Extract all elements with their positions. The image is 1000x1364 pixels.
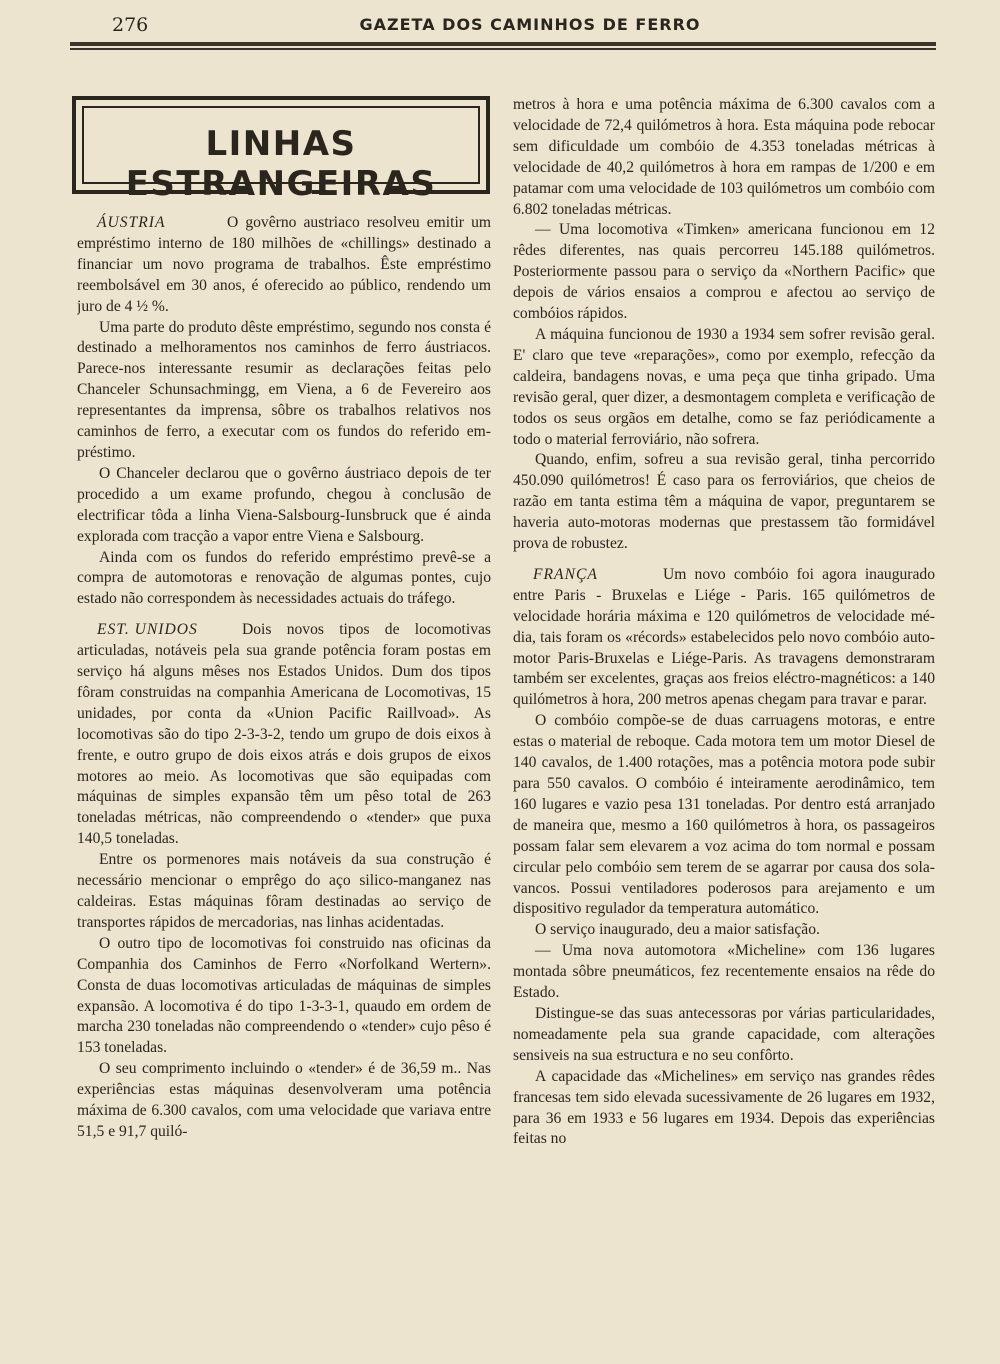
paragraph: A máquina funcionou de 1930 a 1934 sem sofrer revisão geral. E' claro que teve «reparações», como por exemplo, refecção da caldeira, bandagens novas, e uma peça que tinha gripado. Uma revisão geral, quer dizer, a desmontagem completa e verificação de todos os seus orgãos em detalhe, como se faz periódicamente a todo o material ferroviário, não sofrera. (513, 325, 935, 448)
paragraph: O seu comprimento incluindo o «tender» é de 36,59 m.. Nas experiências estas máquinas desenvolveram uma potência máxima de 6.300 cavalos, com uma velocidade que variava entre 51,5 e 91,7 quiló- (77, 1060, 491, 1140)
paragraph: — Uma locomotiva «Timken» americana funcionou em 12 rêdes diferentes, nas quais percorreu 145.188 quilómetros. Posteriormente passou para o serviço da «Northern Pacific» que depois de vários ensaios a comprou e afectou ao serviço de combóios rápidos. (513, 221, 935, 323)
section-title-frame (72, 96, 490, 204)
paragraph: O govêrno austriaco resolveu emitir um empréstimo interno de 180 milhões de «chillings» destinado a financiar um novo programa de trabalhos. Êste empréstimo reembolsável em 30 anos, é oferecido ao público, rendendo um juro de 4 ½ %. (77, 214, 491, 315)
paragraph: Quando, enfim, sofreu a sua revisão geral, tinha percorrido 450.090 quilómetros! É caso para os ferroviários, que cheios de razão em tanta estima têm a máquina de vapor, preguntarem se haveria auto-motoras modernas que prestassem tão formidável prova de robustez. (513, 451, 935, 553)
paragraph: Um novo combóio foi agora inaugurado entre Paris - Bruxelas e Liége - Paris. 165 quilómetros de velocidade horária máxima e 120 quilómetros de velocidade média, tais foram os «récords» estabelecidos pelo novo combóio auto-motor Paris-Bruxelas e Liége-Paris. As travagens demonstraram também ser excelentes, graças aos freios eléctro-magnéticos: a 140 quilómetros à hora, 200 metros apenas chegam para travar e parar. (513, 565, 935, 709)
paragraph: Ainda com os fundos do referido empréstimo prevê-se a compra de automotoras e renovação de algumas pontes, cujo estado não correspondem às necessidades actuais do tráfego. (77, 548, 491, 608)
page-header (70, 10, 936, 50)
header-rule (70, 42, 936, 46)
paragraph: O Chanceler declarou que o govêrno áustriaco depois de ter procedido a um exame profundo, chegou à conclusão de electrificar tôda a linha Viena-Salsbourg-Iunsbruck que é ainda explorada com tracção a vapor entre Viena e Salsbourg. (77, 464, 491, 545)
paragraph: O serviço inaugurado, deu a maior satisfação. (535, 921, 820, 939)
paragraph: O combóio compõe-se de duas carruagens motoras, e entre estas o material de reboque. Cada motora tem um motor Diesel de 140 cavalos, de 1.400 rotações, mas a potência motora pode subir para 550 cavalos. O combóio é inteiramente aerodinâmico, tem 160 lugares e vazio pesa 131 toneladas. Por dentro está arranjado de maneira que, mesmo a 160 quilómetros à hora, os passageiros possam falar sem elevarem a voz acima do tom normal e possam circular pelo combóio sem terem de se agarrar por causa dos solavancos. Possui ventiladores poderosos para arejamento e um dispositivo regulador da temperatura automático. (513, 712, 935, 918)
country-label-france: FRANÇA (533, 565, 598, 583)
paragraph: A capacidade das «Michelines» em serviço nas grandes rêdes francesas tem sido elevada sucessivamente de 26 lugares em 1932, para 36 em 1933 e 56 lugares em 1934. Depois das experiências feitas no (513, 1067, 935, 1148)
paragraph: Distingue-se das suas antecessoras por várias particularidades, nomeadamente pela sua grande capacidade, com alterações sensiveis na sua estructura e no seu confôrto. (513, 1004, 935, 1064)
france-lead (513, 565, 935, 711)
page-number: 276 (112, 14, 149, 36)
header-rule-thin (70, 48, 936, 50)
paragraph: metros à hora e uma potência máxima de 6.300 cavalos com a velocidade de 72,4 quilómetros à hora. Esta máquina pode rebocar sem dificuldade um combóio de 4.353 toneladas métricas à velocidade de 40,2 quilómetros à hora em rampas de 1/200 e em patamar com uma velocidade de 103 quilómetros um combóio com 6.802 toneladas métricas. (513, 96, 935, 218)
section-title: LINHAS ESTRANGEIRAS (125, 124, 437, 204)
right-column (513, 95, 935, 1150)
usa-lead (77, 620, 491, 850)
paragraph: Dois novos tipos de locomotivas articuladas, notáveis pela sua grande potência foram postas em serviço há alguns mêses nos Estados Unidos. Dum dos tipos fôram construidas na companhia Americana de Locomotivas, 15 unidades, por conta da «Union Pacific Raillvoad». As locomotivas são do tipo 2-3-3-2, tendo um grupo de dois eixos à frente, e outro grupo de dois eixos atrás e dois grupos de eixos motores ao meio. As locomotivas que são equipadas com máquinas de simples expansão têm um pêso total de 263 toneladas métricas, não compreendendo o «tender» que puxa 140,5 toneladas. (77, 621, 491, 848)
austria-lead (77, 213, 491, 318)
paragraph: O outro tipo de locomotivas foi construido nas oficinas da Companhia dos Caminhos de Ferro «Norfolkand Wertern». Consta de duas locomotivas articuladas de máquinas de simples expansão. A locomotiva é do tipo 1-3-3-1, quaudo em ordem de marcha 230 toneladas não compreendendo o «tender» cujo pêso é 153 toneladas. (77, 934, 491, 1057)
country-label-austria: ÁUSTRIA (97, 214, 166, 231)
paragraph: — Uma nova automotora «Micheline» com 136 lugares montada sôbre pneumáticos, fez recentemente ensaios na rêde do Estado. (513, 942, 935, 1002)
left-column (77, 213, 491, 1143)
running-title: GAZETA DOS CAMINHOS DE FERRO (359, 15, 701, 34)
paragraph: Uma parte do produto dêste empréstimo, segundo nos consta é destinado a melhoramentos nos caminhos de ferro áustriacos. Parece-nos interessante resumir as declarações feitas pelo Chanceler Schunsachmingg, em Viena, a 6 de Fevereiro aos representantes da imprensa, sôbre os trabalhos relativos nos caminhos de ferro, a executar com os fundos do referido empréstimo. (77, 318, 491, 461)
country-label-usa: EST. UNIDOS (97, 621, 198, 639)
paragraph: Entre os pormenores mais notáveis da sua construção é necessário mencionar o emprêgo do aço silico-manganez nas caldeiras. Estas máquinas fôram destinadas ao serviço de transportes rápidos de mercadorias, nas linhas acidentadas. (77, 851, 491, 931)
